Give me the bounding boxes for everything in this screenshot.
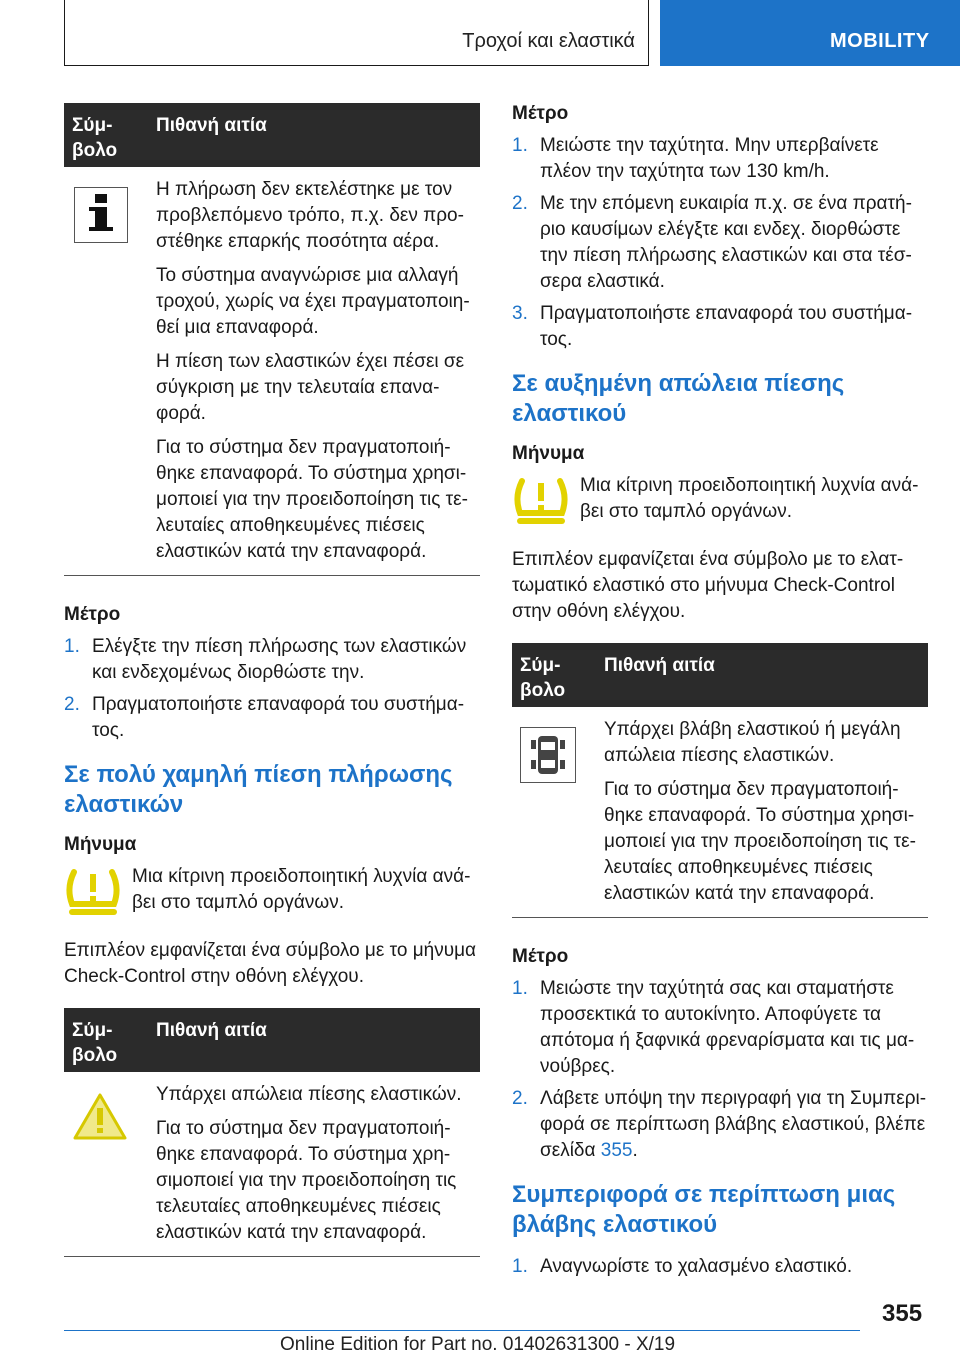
step-end: .: [632, 1140, 638, 1161]
col-symbol-header: Σύμ-βολο: [520, 655, 566, 701]
list-item: [64, 634, 480, 686]
table-row: [512, 707, 928, 918]
lamp-text: Μια κίτρινη προειδοποιητική λυχνία ανά-βει στο ταμπλό οργάνων.: [580, 475, 919, 522]
table-row: [64, 1072, 480, 1257]
message-heading: Μήνυμα: [512, 443, 585, 464]
step-number: 1.: [512, 135, 528, 156]
table-header: [512, 643, 928, 707]
right-column: [512, 103, 928, 1286]
col-cause-header: Πιθανή αιτία: [604, 655, 715, 676]
list-item: [512, 1086, 928, 1164]
step-text: [540, 1086, 928, 1164]
car-tyre-icon: [520, 727, 576, 783]
col-symbol-header: Σύμ-βολο: [72, 1020, 118, 1066]
cause-text: Η πίεση των ελαστικών έχει πέσει σε σύγκριση με την τελευταία επανα-φορά.: [156, 351, 465, 424]
step-text: Αναγνωρίστε το χαλασμένο ελαστικό.: [540, 1256, 853, 1277]
page-number: 355: [882, 1300, 923, 1327]
measures-heading: Μέτρο: [512, 946, 569, 967]
step-number: 2.: [512, 1088, 528, 1109]
measures-block: [512, 946, 928, 1164]
measures-block: [64, 604, 480, 744]
chapter-tab[interactable]: [660, 0, 960, 66]
step-number: 2.: [512, 193, 528, 214]
tyre-pressure-warning-icon: [64, 864, 132, 924]
cause-text: Η πλήρωση δεν εκτελέστηκε με τον προβλεπόμενο τρόπο, π.χ. δεν προ-στέθηκε επαρκής ποσότητα αέρα.: [156, 179, 464, 252]
info-icon: [74, 187, 128, 243]
page-reference-link[interactable]: 355: [600, 1140, 633, 1161]
cause-text: Υπάρχει βλάβη ελαστικού ή μεγάλη απώλεια πίεσης ελαστικών.: [604, 719, 901, 766]
left-column: [64, 103, 480, 1257]
step-text: Πραγματοποιήστε επαναφορά του συστήμα-τος.: [540, 303, 913, 350]
measures-heading: Μέτρο: [64, 604, 121, 625]
section-title: Τροχοί και ελαστικά: [462, 30, 635, 52]
section-heading: Σε πολύ χαμηλή πίεση πλήρωσης ελαστικών: [64, 761, 453, 818]
list-item: [512, 133, 928, 185]
cause-text: Το σύστημα αναγνώρισε μια αλλαγή τροχού, χωρίς να έχει πραγματοποιη-θεί μια επαναφορά.: [156, 265, 470, 338]
step-number: 3.: [512, 303, 528, 324]
step-text: Ελέγξτε την πίεση πλήρωσης των ελαστικών και ενδεχομένως διορθώστε την.: [92, 636, 467, 683]
lamp-text: Μια κίτρινη προειδοποιητική λυχνία ανά-βει στο ταμπλό οργάνων.: [132, 866, 471, 913]
message-heading: Μήνυμα: [64, 834, 137, 855]
measures-heading: Μέτρο: [512, 103, 569, 124]
footer-divider: [64, 1330, 860, 1331]
col-symbol-header: Σύμ-βολο: [72, 115, 118, 161]
warning-lamp-message: [64, 864, 480, 924]
cause-table-tyre: [512, 643, 928, 918]
col-cause-header: Πιθανή αιτία: [156, 1020, 267, 1041]
table-header: [64, 103, 480, 167]
check-control-text: Επιπλέον εμφανίζεται ένα σύμβολο με το μήνυμα Check-Control στην οθόνη ελέγχου.: [64, 940, 477, 987]
list-item: [64, 692, 480, 744]
chapter-tab-label: MOBILITY: [830, 30, 930, 52]
table-row: [64, 167, 480, 576]
step-text: Πραγματοποιήστε επαναφορά του συστήμα-τος.: [92, 694, 465, 741]
edition-text: Online Edition for Part no. 01402631300 - X/19: [280, 1334, 676, 1355]
step-number: 2.: [64, 694, 80, 715]
step-text: Με την επόμενη ευκαιρία π.χ. σε ένα πρατή-ριο καυσίμων ελέγξτε και ενδεχ. διορθώστε την πίεση πλήρωσης ελαστικών και στα τέσ-σερα ελαστικά.: [540, 193, 912, 292]
cause-text: Υπάρχει απώλεια πίεσης ελαστικών.: [156, 1084, 462, 1105]
cause-text: Για το σύστημα δεν πραγματοποιή-θηκε επαναφορά. Το σύστημα χρησι-μοποιεί για την προειδοποίηση τις τε-λευταίες αποθηκευμένες πιέσεις ελαστικών κατά την επαναφορά.: [156, 437, 468, 562]
step-number: 1.: [512, 978, 528, 999]
step-text: Μειώστε την ταχύτητα. Μην υπερβαίνετε πλέον την ταχύτητα των 130 km/h.: [540, 135, 879, 182]
step-body: Λάβετε υπόψη την περιγραφή για τη Συμπερι-φορά σε περίπτωση βλάβης ελαστικού, βλέπε σελίδα: [540, 1088, 927, 1161]
cause-text: Για το σύστημα δεν πραγματοποιή-θηκε επαναφορά. Το σύστημα χρησι-μοποιεί για την προειδοποίηση τις τε-λευταίες αποθηκευμένες πιέσεις ελαστικών κατά την επαναφορά.: [604, 779, 916, 904]
cause-text: Για το σύστημα δεν πραγματοποιή-θηκε επαναφορά. Το σύστημα χρη-σιμοποιεί για την προειδοποίηση τις τελευταίες αποθηκευμένες πιέσεις ελαστικών κατά την επαναφορά.: [156, 1118, 457, 1243]
cause-table-info: [64, 103, 480, 576]
warning-triangle-icon: [72, 1092, 128, 1147]
list-item: [512, 1254, 928, 1280]
warning-lamp-message: [512, 473, 928, 533]
list-item: [512, 976, 928, 1080]
step-text: Μειώστε την ταχύτητά σας και σταματήστε προσεκτικά το αυτοκίνητο. Αποφύγετε τα απότομα ή ξαφνικά φρεναρίσματα και τις μα-νούβρες.: [540, 978, 915, 1077]
list-item: [512, 191, 928, 295]
col-cause-header: Πιθανή αιτία: [156, 115, 267, 136]
section-heading: Σε αυξημένη απώλεια πίεσης ελαστικού: [512, 370, 845, 427]
page-header: [64, 0, 960, 66]
section-heading: Συμπεριφορά σε περίπτωση μιας βλάβης ελαστικού: [512, 1181, 896, 1238]
list-item: [512, 301, 928, 353]
tyre-pressure-warning-icon: [512, 473, 580, 533]
measures-block: [512, 103, 928, 353]
step-number: 1.: [64, 636, 80, 657]
cause-table-warning: [64, 1008, 480, 1257]
table-header: [64, 1008, 480, 1072]
check-control-text: Επιπλέον εμφανίζεται ένα σύμβολο με το ελατ-τωματικό ελαστικό στο μήνυμα Check-Control στην οθόνη ελέγχου.: [512, 549, 904, 622]
step-number: 1.: [512, 1256, 528, 1277]
